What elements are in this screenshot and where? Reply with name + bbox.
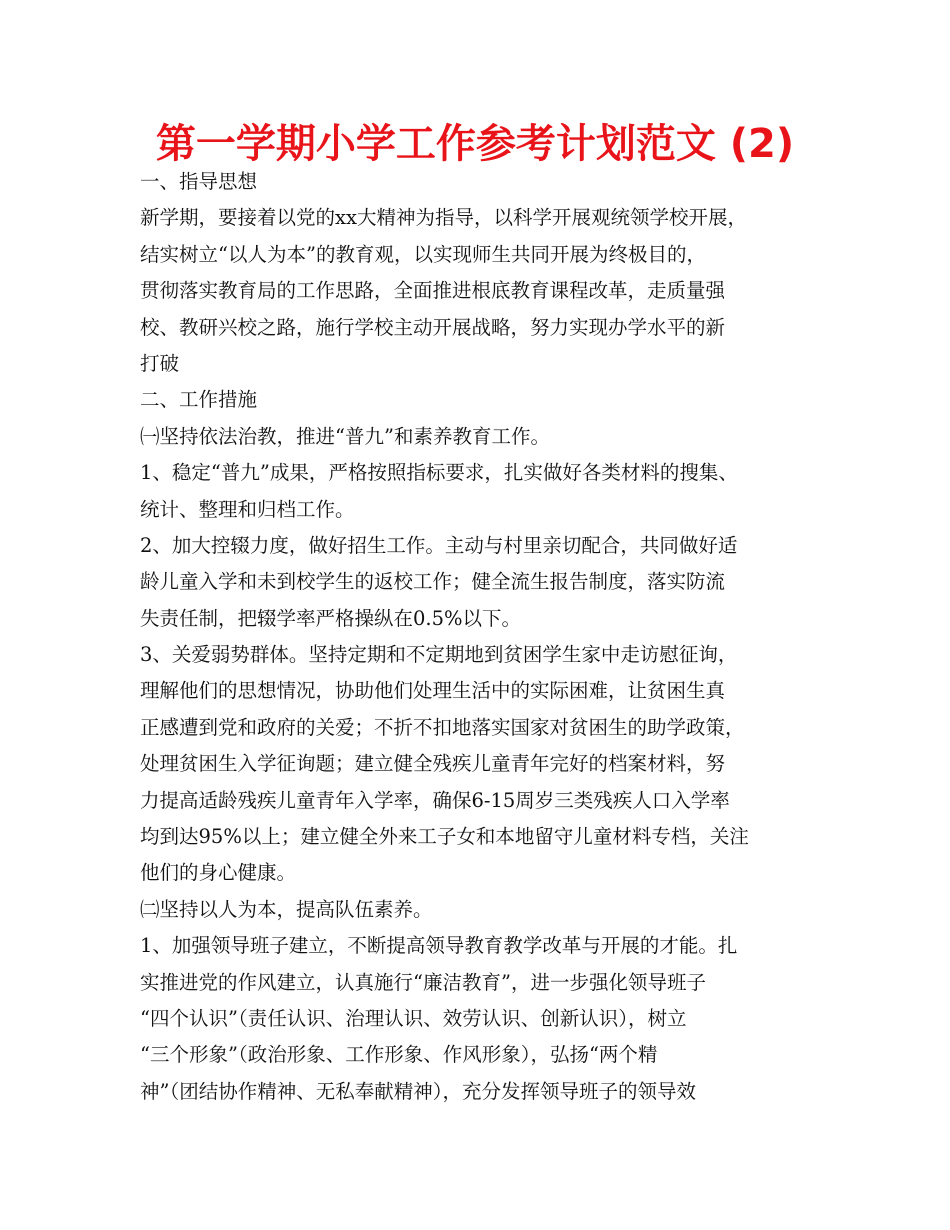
document-body <box>140 164 830 1110</box>
text-line: “三个形象”（政治形象、工作形象、作风形象），弘扬“两个精 <box>140 1043 658 1067</box>
text-line: 均到达95%以上；建立健全外来工子女和本地留守儿童材料专档，关注 <box>140 825 749 849</box>
text-line: 失责任制，把辍学率严格操纵在0.5%以下。 <box>140 606 522 630</box>
text-line: 新学期，要接着以党的xx大精神为指导，以科学开展观统领学校开展， <box>140 206 747 230</box>
document-title: 第一学期小学工作参考计划范文 (2) <box>155 121 795 167</box>
text-line: 正感遭到党和政府的关爱；不折不扣地落实国家对贫困生的助学政策， <box>140 715 745 739</box>
text-line: “四个认识”（责任认识、治理认识、效劳认识、创新认识），树立 <box>140 1006 687 1030</box>
text-line: 贯彻落实教育局的工作思路，全面推进根底教育课程改革，走质量强 <box>140 279 726 303</box>
text-line: 实推进党的作风建立，认真施行“廉洁教育”，进一步强化领导班子 <box>140 970 706 994</box>
text-line: 结实树立“以人为本”的教育观，以实现师生共同开展为终极目的， <box>140 242 706 266</box>
text-line: 统计、整理和归档工作。 <box>140 497 355 521</box>
text-line: ㈠坚持依法治教，推进“普九”和素养教育工作。 <box>140 424 550 448</box>
text-line: 龄儿童入学和未到校学生的返校工作；健全流生报告制度，落实防流 <box>140 570 726 594</box>
text-line: 1、加强领导班子建立，不断提高领导教育教学改革与开展的才能。扎 <box>140 934 738 958</box>
text-line: 1、稳定“普九”成果，严格按照指标要求，扎实做好各类材料的搜集、 <box>140 461 738 485</box>
text-line: 一、指导思想 <box>140 170 258 193</box>
text-line: 校、教研兴校之路，施行学校主动开展战略，努力实现办学水平的新 <box>140 315 726 339</box>
text-line: 处理贫困生入学征询题；建立健全残疾儿童青年完好的档案材料，努 <box>140 752 726 776</box>
text-line: 2、加大控辍力度，做好招生工作。主动与村里亲切配合，共同做好适 <box>140 533 738 557</box>
text-line: 3、关爱弱势群体。坚持定期和不定期地到贫困学生家中走访慰征询， <box>140 643 738 667</box>
text-line: 打破 <box>140 351 180 375</box>
text-line: ㈡坚持以人为本，提高队伍素养。 <box>140 897 433 921</box>
text-line: 他们的身心健康。 <box>140 861 297 885</box>
text-line: 神”（团结协作精神、无私奉献精神），充分发挥领导班子的领导效 <box>140 1079 696 1103</box>
text-line: 二、工作措施 <box>140 388 258 412</box>
text-line: 理解他们的思想情况，协助他们处理生活中的实际困难，让贫困生真 <box>140 679 726 703</box>
text-line: 力提高适龄残疾儿童青年入学率，确保6-15周岁三类残疾人口入学率 <box>140 788 730 812</box>
